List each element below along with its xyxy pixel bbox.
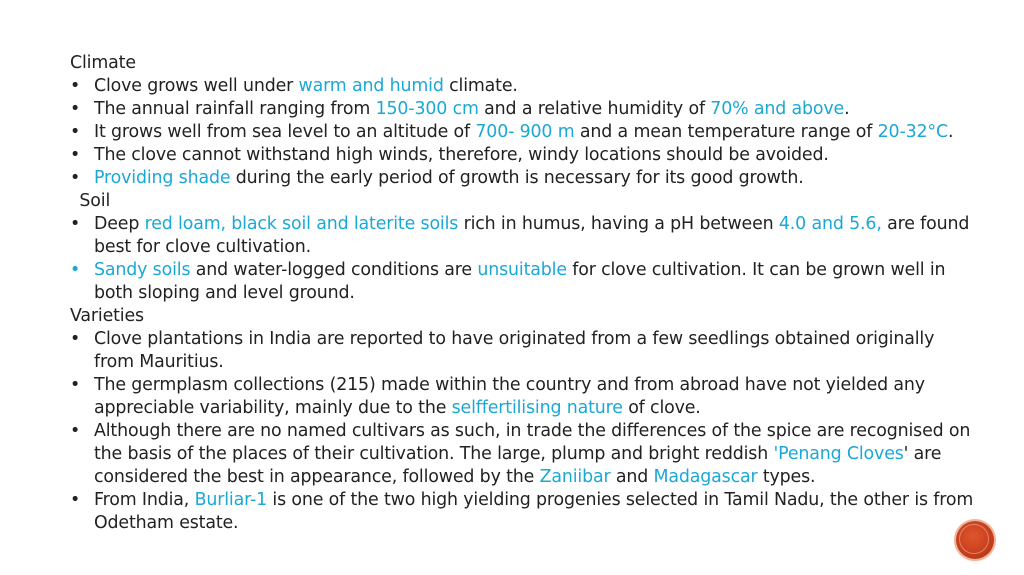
highlighted-text: Providing shade: [94, 168, 231, 188]
bullet-icon: •: [70, 168, 81, 188]
body-text: and a relative humidity of: [478, 99, 711, 119]
varieties-list: [70, 328, 975, 535]
varieties-list-item: [70, 420, 975, 489]
climate-list-item: [70, 167, 975, 190]
highlighted-text: warm and humid: [298, 76, 444, 96]
body-text: It grows well from sea level to an altitude of: [94, 122, 476, 142]
slide-content: [70, 52, 975, 535]
highlighted-text: 150-300 cm: [375, 99, 479, 119]
highlighted-text: Sandy soils: [94, 260, 191, 280]
body-text: .: [844, 99, 850, 119]
body-text: Clove plantations in India are reported to have originated from a few seedlings obtained originally from Mauritius.: [94, 329, 935, 372]
body-text: for clove cultivation. It can be grown well in both sloping and level ground.: [94, 260, 946, 303]
body-text: The clove cannot withstand high winds, therefore, windy locations should be avoided.: [94, 145, 829, 165]
body-text: during the early period of growth is necessary for its good growth.: [230, 168, 804, 188]
highlighted-text: selffertilising nature: [451, 398, 623, 418]
varieties-list-item: [70, 489, 975, 535]
bullet-icon: •: [70, 421, 81, 441]
body-text: climate.: [443, 76, 518, 96]
bullet-icon: •: [70, 329, 81, 349]
varieties-list-item: [70, 374, 975, 420]
highlighted-text: 700- 900 m: [475, 122, 575, 142]
body-text: and water-logged conditions are: [190, 260, 478, 280]
highlighted-text: Zaniibar: [539, 467, 611, 487]
body-text: Although there are no named cultivars as such, in trade the differences of the spice are recognised on the basis of the places of their cultivation. The large, plump and bright reddish: [94, 421, 971, 464]
highlighted-text: 4.0 and 5.6,: [778, 214, 882, 234]
section-heading-varieties: Varieties: [70, 306, 144, 326]
body-text: ' are considered the best in appearance, followed by the: [94, 444, 942, 487]
soil-list: [70, 213, 975, 305]
body-text: The annual rainfall ranging from: [94, 99, 376, 119]
bullet-icon: •: [70, 375, 81, 395]
section-heading-climate: Climate: [70, 53, 136, 73]
highlighted-text: Burliar-1: [194, 490, 268, 510]
climate-list-item: [70, 121, 975, 144]
climate-list-item: [70, 75, 975, 98]
slide-nav-icon: [959, 524, 989, 554]
highlighted-text: 70% and above: [710, 99, 845, 119]
soil-list-item: [70, 213, 975, 259]
body-text: From India,: [94, 490, 195, 510]
body-text: rich in humus, having a pH between: [458, 214, 779, 234]
slide-nav-button[interactable]: [956, 521, 994, 559]
bullet-icon: •: [70, 214, 81, 234]
bullet-icon: •: [70, 145, 81, 165]
body-text: types.: [757, 467, 816, 487]
highlighted-text: 'Penang Cloves: [773, 444, 904, 464]
varieties-list-item: [70, 328, 975, 374]
body-text: Deep: [94, 214, 145, 234]
soil-list-item: [70, 259, 975, 305]
bullet-icon: •: [70, 122, 81, 142]
body-text: and a mean temperature range of: [574, 122, 878, 142]
body-text: Clove grows well under: [94, 76, 299, 96]
body-text: are found best for clove cultivation.: [94, 214, 970, 257]
body-text: .: [947, 122, 954, 142]
climate-list-item: [70, 98, 975, 121]
highlighted-text: Madagascar: [653, 467, 758, 487]
highlighted-text: unsuitable: [477, 260, 567, 280]
section-heading-soil: Soil: [74, 191, 111, 211]
bullet-icon: •: [70, 99, 81, 119]
highlighted-text: red loam, black soil and laterite soils: [144, 214, 459, 234]
climate-list: [70, 75, 975, 190]
highlighted-text: 20-32°C: [877, 122, 948, 142]
bullet-icon: •: [70, 490, 81, 510]
bullet-icon: •: [70, 76, 81, 96]
body-text: is one of the two high yielding progenies selected in Tamil Nadu, the other is from Odetham estate.: [94, 490, 974, 533]
climate-list-item: [70, 144, 975, 167]
body-text: The germplasm collections (215) made within the country and from abroad have not yielded any appreciable variability, mainly due to the: [94, 375, 925, 418]
body-text: of clove.: [622, 398, 701, 418]
bullet-icon: •: [70, 260, 81, 280]
body-text: and: [610, 467, 654, 487]
